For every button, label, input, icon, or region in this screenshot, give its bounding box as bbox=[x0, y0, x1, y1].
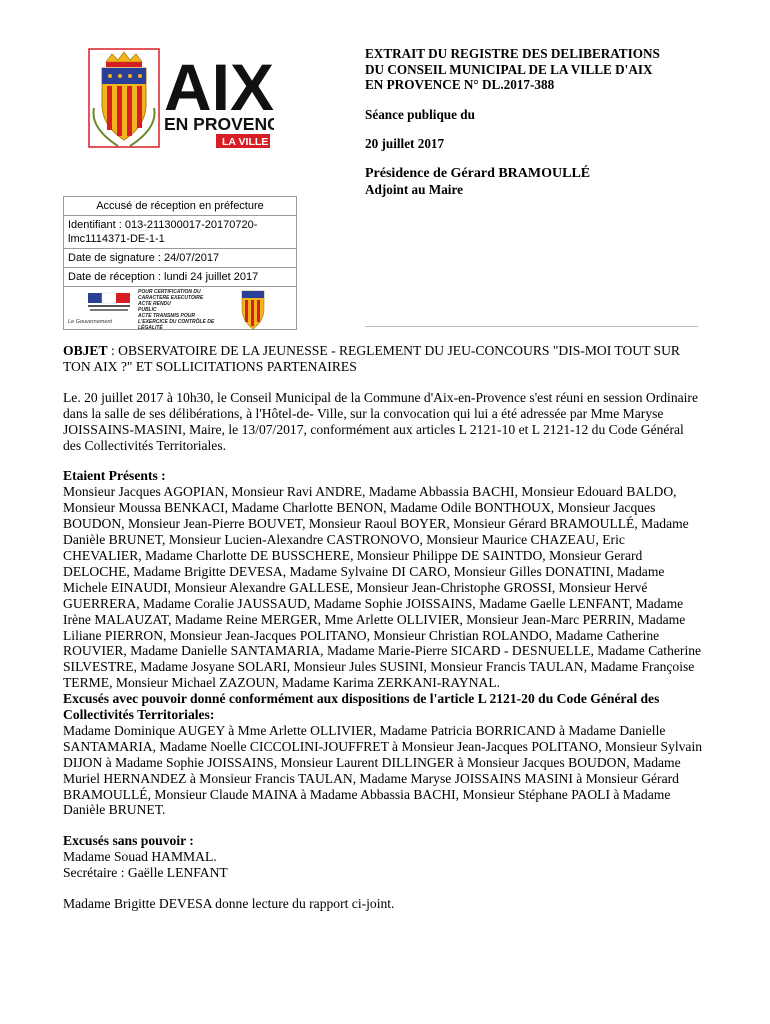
excuses-pouvoir-label: Excusés avec pouvoir donné conformément aux dispositions de l'article L 2121-20 du Code Général des Collectivités Territoriales: bbox=[63, 691, 660, 723]
header-divider bbox=[365, 326, 698, 327]
stamp-line-7: LÉGALITÉ bbox=[138, 325, 163, 331]
lecture-line: Madame Brigitte DEVESA donne lecture du rapport ci-joint. bbox=[63, 896, 395, 912]
excuses-pouvoir-list: Madame Dominique AUGEY à Mme Arlette OLLIVIER, Madame Patricia BORRICAND à Madame Danielle SANTAMARIA, Madame Noelle CICCOLINI-JOUFFRET à Monsieur Jean-Jacques POLITANO, Monsieur Sylvain DIJON à Madame Sophie JOISSAINS, Monsieur Laurent DILLINGER à Monsieur Jacques BOUDON, Madame Muriel HERNANDEZ à Monsieur Francis TAULAN, Madame Maryse JOISSAINS MASINI à Monsieur Gérard BRAMOULLÉ, Monsieur Claude MAINA à Madame Abbassia BACHI, Monsieur Stéphane PAOLI à Madame Danièle BRUNET. bbox=[63, 722, 703, 818]
logo-en-provence-text: EN PROVENC bbox=[164, 114, 274, 134]
presents-list: Monsieur Jacques AGOPIAN, Monsieur Ravi ANDRE, Madame Abbassia BACHI, Monsieur Edouard BALDO, Monsieur Moussa BENKACI, Madame Charlotte BENON, Madame Odile BONTHOUX, Monsieur Jacques BOUDON, Monsieur Jean-Pierre BOUVET, Monsieur Raoul BOYER, Monsieur Gérard BRAMOULLÉ, Madame Danièle BRUNET, Monsieur Lucien-Alexandre CASTRONOVO, Monsieur Maurice CHAZEAU, Eric CHEVALIER, Madame Charlotte DE BUSSCHERE, Monsieur Philippe DE SAINTDO, Monsieur Gerard DELOCHE, Madame Brigitte DEVESA, Madame Sylvaine DI CARO, Monsieur Gilles DONATINI, Madame Michele EINAUDI, Monsieur Alexandre GALLESE, Monsieur Jean-Christophe GROSSI, Monsieur Hervé GUERRERA, Madame Coralie JAUSSAUD, Madame Sophie JOISSAINS, Madame Gaelle LENFANT, Madame Irène MALAUZAT, Madame Reine MERGER, Mme Arlette OLLIVIER, Monsieur Jean-Marc PERRIN, Madame Liliane PIERRON, Monsieur Jean-Jacques POLITANO, Monsieur Christian ROLANDO, Madame Catherine ROUVIER, Madame Danielle SANTAMARIA, Madame Marie-Pierre SICARD - DESNUELLE, Madame Catherine SILVESTRE, Madame Josyane SOLARI, Monsieur Jules SUSINI, Monsieur Francis TAULAN, Madame Françoise TERME, Monsieur Michael ZAZOUN, Madame Karima ZERKANI-RAYNAL. bbox=[63, 484, 702, 691]
presidence-line bbox=[365, 166, 705, 182]
objet-label: OBJET bbox=[63, 343, 108, 358]
receipt-identifiant bbox=[64, 216, 296, 249]
secretaire-line: Secrétaire : Gaëlle LENFANT bbox=[63, 865, 228, 881]
city-logo bbox=[88, 48, 274, 152]
prefecture-stamp-graphic bbox=[64, 287, 294, 335]
objet-paragraph bbox=[63, 343, 703, 375]
presents-label: Etaient Présents : bbox=[63, 468, 166, 484]
session-date: 20 juillet 2017 bbox=[365, 136, 445, 152]
register-title-line-3: EN PROVENCE N° DL.2017-388 bbox=[365, 77, 555, 93]
receipt-reception-date: Date de réception : lundi 24 juillet 2017 bbox=[64, 268, 296, 287]
excuses-sans-label: Excusés sans pouvoir : bbox=[63, 833, 194, 849]
stamp-line-2: CARACTERE EXECUTOIRE bbox=[138, 295, 204, 301]
objet-text: : OBSERVATOIRE DE LA JEUNESSE - REGLEMENT DU JEU-CONCOURS "DIS-MOI TOUT SUR TON AIX ?" ET SOLLICITATIONS PARTENAIRES bbox=[63, 343, 680, 374]
intro-paragraph: Le. 20 juillet 2017 à 10h30, le Conseil Municipal de la Commune d'Aix-en-Provence s'est réuni en session Ordinaire dans la salle de ses délibérations, à l'Hôtel-de- Ville, sur la convocation qui lui a été adressée par Mme Maryse JOISSAINS-MASINI, Maire, le 13/07/2017, conformément aux articles L 2121-10 et L 2121-12 du Code Général des Collectivités Territoriales. bbox=[63, 389, 698, 453]
stamp-line-6: L'EXERCICE DU CONTRÔLE DE bbox=[138, 319, 215, 325]
deliberation-body bbox=[63, 343, 703, 912]
stamp-line-4: PUBLIC bbox=[138, 307, 157, 313]
receipt-stamp bbox=[64, 287, 296, 337]
aix-en-provence-logo-graphic bbox=[88, 48, 274, 152]
presidence-prefix: Présidence de bbox=[365, 165, 451, 181]
excuses-sans-list: Madame Souad HAMMAL. bbox=[63, 849, 217, 865]
stamp-line-5: ACTE TRANSMIS POUR bbox=[138, 313, 195, 319]
receipt-identifiant-line-2: lmc1114371-DE-1-1 bbox=[68, 233, 165, 245]
document-header bbox=[365, 46, 705, 197]
register-title-line-1: EXTRAIT DU REGISTRE DES DELIBERATIONS bbox=[365, 46, 660, 61]
presidence-role: Adjoint au Maire bbox=[365, 181, 463, 197]
stamp-line-1: POUR CERTIFICATION DU bbox=[138, 289, 201, 295]
stamp-line-3: ACTE RENDU bbox=[138, 301, 171, 307]
receipt-signature-date: Date de signature : 24/07/2017 bbox=[64, 249, 296, 268]
logo-la-ville-text: LA VILLE bbox=[222, 136, 269, 148]
stamp-left-text: Le Gouvernement bbox=[68, 319, 113, 325]
prefecture-receipt-box bbox=[63, 196, 297, 330]
receipt-heading: Accusé de réception en préfecture bbox=[64, 197, 296, 216]
presidence-name: Gérard BRAMOULLÉ bbox=[450, 165, 591, 181]
session-label: Séance publique du bbox=[365, 106, 475, 122]
receipt-identifiant-line-1: Identifiant : 013-211300017-20170720- bbox=[68, 219, 258, 231]
register-title-line-2: DU CONSEIL MUNICIPAL DE LA VILLE D'AIX bbox=[365, 61, 653, 77]
logo-aix-text: AIX bbox=[164, 50, 274, 124]
